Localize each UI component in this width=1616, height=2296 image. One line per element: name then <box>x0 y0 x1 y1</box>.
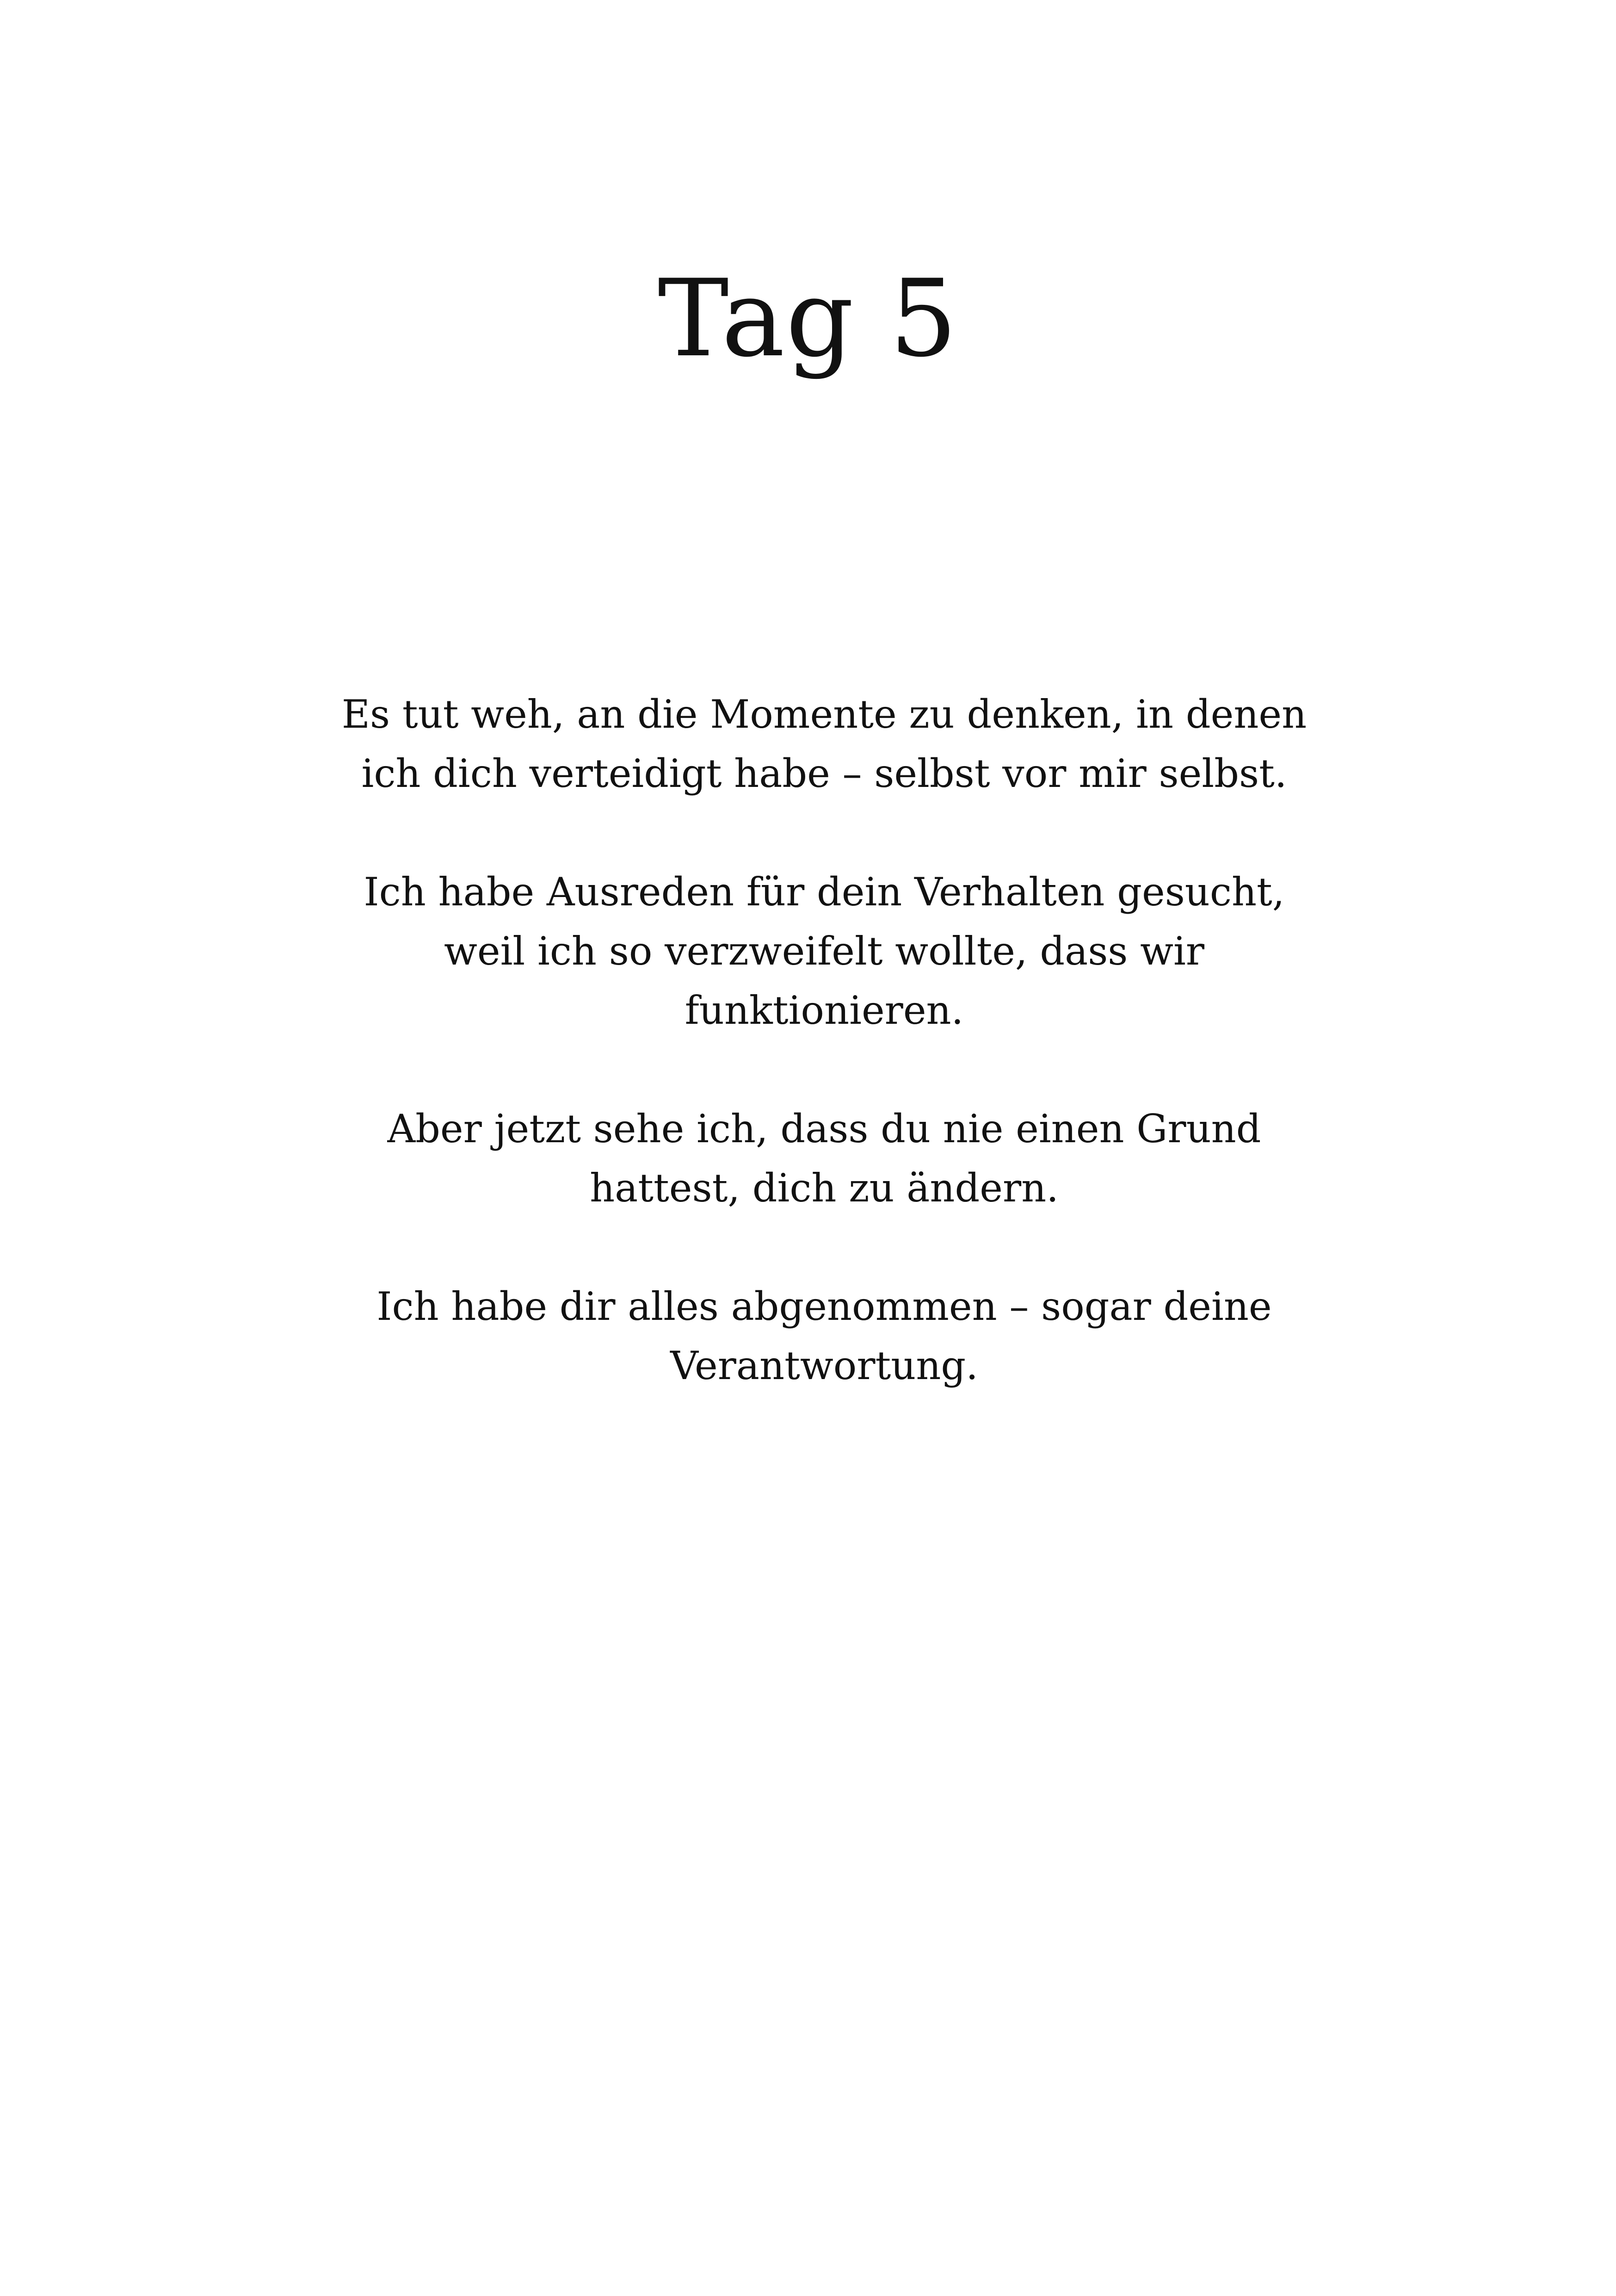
paragraph-2 <box>299 862 1349 1040</box>
paragraph-line: Aber jetzt sehe ich, dass du nie einen Grund <box>387 1106 1261 1151</box>
body-text <box>299 685 1349 1454</box>
paragraph-line: Verantwortung. <box>670 1343 978 1388</box>
paragraph-line: weil ich so verzweifelt wollte, dass wir <box>444 928 1205 974</box>
page-title: Tag 5 <box>658 257 958 381</box>
paragraph-3 <box>299 1099 1349 1218</box>
paragraph-4 <box>299 1277 1349 1395</box>
paragraph-line: ich dich verteidigt habe – selbst vor mir selbst. <box>361 751 1287 796</box>
paragraph-line: funktionieren. <box>685 988 964 1033</box>
paragraph-line: Es tut weh, an die Momente zu denken, in denen <box>341 692 1307 737</box>
paragraph-1 <box>299 685 1349 803</box>
paragraph-line: Ich habe Ausreden für dein Verhalten gesucht, <box>364 869 1285 915</box>
paragraph-line: Ich habe dir alles abgenommen – sogar deine <box>376 1284 1272 1329</box>
paragraph-line: hattest, dich zu ändern. <box>590 1165 1059 1211</box>
